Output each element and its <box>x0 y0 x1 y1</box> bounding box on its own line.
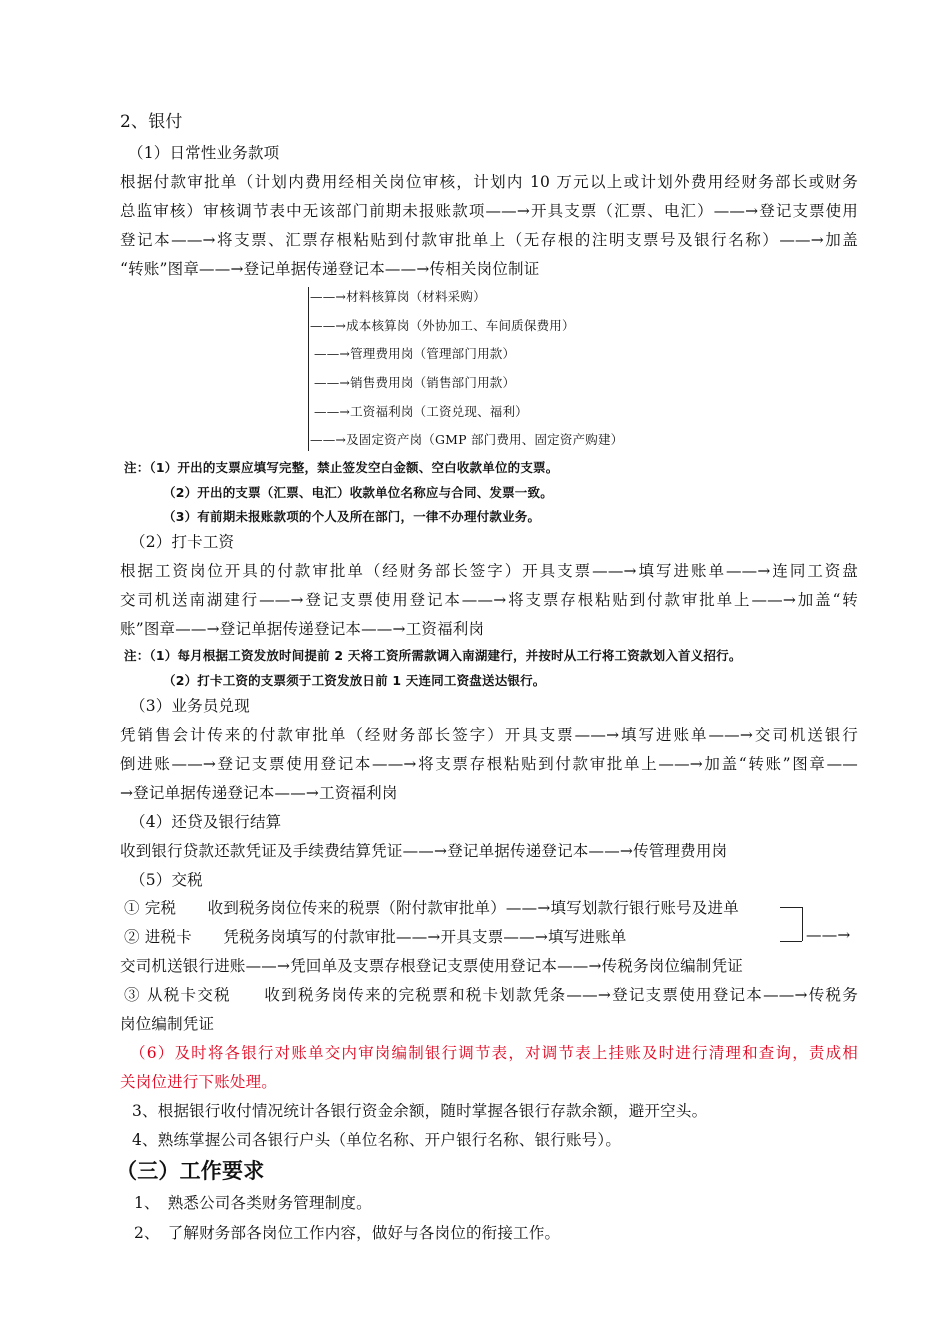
paragraph-line: 岗位编制凭证 <box>120 1015 215 1033</box>
paragraph-line: 根据工资岗位开具的付款审批单（经财务部长签字）开具支票——→填写进账单——→连同工资盘 <box>120 562 858 580</box>
list-item: 4、熟练掌握公司各银行户头（单位名称、开户银行名称、银行账号）。 <box>132 1131 622 1149</box>
subsection-title-routine: （1）日常性业务款项 <box>128 144 280 162</box>
list-item: 2、 了解财务部各岗位工作内容，做好与各岗位的衔接工作。 <box>134 1224 561 1242</box>
subsection-title-loans: （4）还贷及银行结算 <box>130 813 282 831</box>
section-heading-requirements: （三）工作要求 <box>116 1159 265 1183</box>
section-title-bank-payment: 2、银付 <box>120 112 183 132</box>
branch-item: ——→销售费用岗（销售部门用款） <box>314 375 516 390</box>
branch-connector-line <box>308 287 309 451</box>
note-line: （3）有前期未报账款项的个人及所在部门，一律不办理付款业务。 <box>163 509 541 524</box>
subsection-title-tax: （5）交税 <box>130 871 203 889</box>
paragraph-line: 根据付款审批单（计划内费用经相关岗位审核，计划内 10 万元以上或计划外费用经财务部长或财务 <box>120 173 858 191</box>
paragraph-line: ③ 从税卡交税 收到税务岗传来的完税票和税卡划款凭条——→登记支票使用登记本——→传税务 <box>124 986 858 1004</box>
subsection-title-salesman: （3）业务员兑现 <box>130 697 250 715</box>
paragraph-line: 交司机送南湖建行——→登记支票使用登记本——→将支票存根粘贴到付款审批单上——→加盖“转 <box>120 591 858 609</box>
highlight-line: （6）及时将各银行对账单交内审岗编制银行调节表，对调节表上挂账及时进行清理和查询，责成相 <box>130 1044 858 1062</box>
paragraph-line: “转账”图章——→登记单据传递登记本——→传相关岗位制证 <box>120 260 540 278</box>
paragraph-line: ① 完税 收到税务岗位传来的税票（附付款审批单）——→填写划款行银行账号及进单 <box>124 899 739 917</box>
note-line: 注：（1）每月根据工资发放时间提前 2 天将工资所需款调入南湖建行，并按时从工行将工资款划入首义招行。 <box>124 648 742 663</box>
note-line: 注：（1）开出的支票应填写完整，禁止签发空白金额、空白收款单位的支票。 <box>124 460 559 475</box>
branch-item: ——→及固定资产岗（GMP 部门费用、固定资产购建） <box>310 432 624 447</box>
list-item: 3、根据银行收付情况统计各银行资金余额，随时掌握各银行存款余额，避开空头。 <box>132 1102 708 1120</box>
bracket-arrow: ——→ <box>806 926 851 944</box>
bracket-line <box>802 907 803 941</box>
branch-item: ——→成本核算岗（外协加工、车间质保费用） <box>310 318 575 333</box>
paragraph-line: 账”图章——→登记单据传递登记本——→工资福利岗 <box>120 620 485 638</box>
paragraph-line: 倒进账——→登记支票使用登记本——→将支票存根粘贴到付款审批单上——→加盖“转账”图章—— <box>120 755 858 773</box>
bracket-line <box>780 941 802 942</box>
list-item: 1、 熟悉公司各类财务管理制度。 <box>134 1194 372 1212</box>
paragraph-line: 凭销售会计传来的付款审批单（经财务部长签字）开具支票——→填写进账单——→交司机送银行 <box>120 726 858 744</box>
highlight-line: 关岗位进行下账处理。 <box>120 1073 278 1091</box>
subsection-title-payroll: （2）打卡工资 <box>130 533 235 551</box>
bracket-line <box>780 907 802 908</box>
branch-item: ——→材料核算岗（材料采购） <box>310 289 486 304</box>
paragraph-line: ② 进税卡 凭税务岗填写的付款审批——→开具支票——→填写进账单 <box>124 928 627 946</box>
branch-item: ——→工资福利岗（工资兑现、福利） <box>314 404 528 419</box>
paragraph-line: 收到银行贷款还款凭证及手续费结算凭证——→登记单据传递登记本——→传管理费用岗 <box>120 842 728 860</box>
paragraph-line: 交司机送银行进账——→凭回单及支票存根登记支票使用登记本——→传税务岗位编制凭证 <box>120 957 743 975</box>
paragraph-line: →登记单据传递登记本——→工资福利岗 <box>120 784 398 802</box>
branch-item: ——→管理费用岗（管理部门用款） <box>314 346 516 361</box>
paragraph-line: 总监审核）审核调节表中无该部门前期未报账款项——→开具支票（汇票、电汇）——→登记支票使用 <box>120 202 858 220</box>
note-line: （2）开出的支票（汇票、电汇）收款单位名称应与合同、发票一致。 <box>163 485 553 500</box>
paragraph-line: 登记本——→将支票、汇票存根粘贴到付款审批单上（无存根的注明支票号及银行名称）——→加盖 <box>120 231 858 249</box>
note-line: （2）打卡工资的支票须于工资发放日前 1 天连同工资盘送达银行。 <box>163 673 546 688</box>
